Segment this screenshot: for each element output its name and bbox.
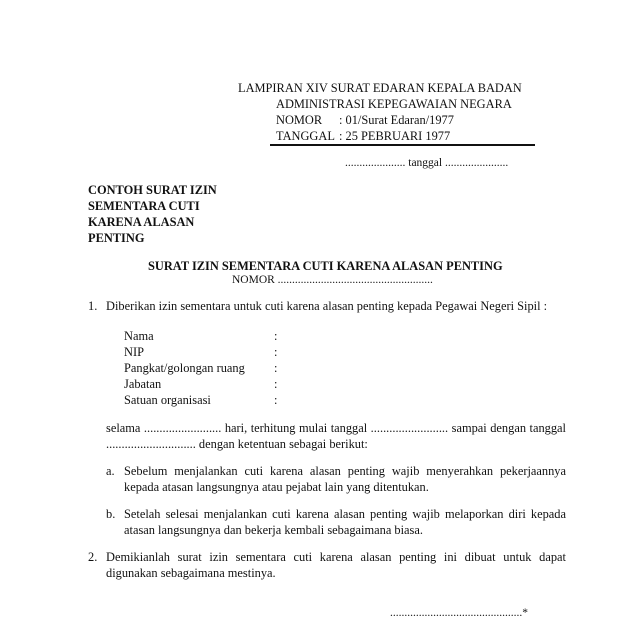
item-2-line-1: Demikianlah surat izin sementara cuti karena alasan penting ini dibuat untuk dapat	[106, 550, 566, 564]
tanggal-label: TANGGAL	[276, 129, 335, 143]
sub-a-letter: a.	[106, 464, 115, 478]
tanggal-value: : 25 PEBRUARI 1977	[339, 129, 451, 143]
letter-nomor-line: NOMOR ......................................................	[232, 274, 433, 286]
contoh-title-line-2: SEMENTARA CUTI	[88, 199, 200, 213]
field-label-satuan: Satuan organisasi	[124, 393, 211, 407]
field-colon-nip: :	[274, 345, 278, 359]
field-colon-nama: :	[274, 329, 278, 343]
item-2-line-2: digunakan sebagaimana mestinya.	[106, 566, 276, 580]
agency-line: ADMINISTRASI KEPEGAWAIAN NEGARA	[276, 97, 512, 111]
signature-line: ..............................................*	[390, 607, 528, 619]
date-line: ..................... tanggal ......................	[345, 157, 509, 169]
item-1-number: 1.	[88, 299, 98, 313]
field-label-nama: Nama	[124, 329, 154, 343]
nomor-label: NOMOR	[276, 113, 323, 127]
lampiran-line: LAMPIRAN XIV SURAT EDARAN KEPALA BADAN	[238, 81, 522, 95]
item-1-text: Diberikan izin sementara untuk cuti karena alasan penting kepada Pegawai Negeri Sipil :	[106, 299, 548, 313]
contoh-title-line-4: PENTING	[88, 231, 145, 245]
duration-line-1: selama ......................... hari, terhitung mulai tanggal ......................... sampai dengan tanggal	[106, 421, 566, 435]
sub-b-line-2: atasan langsungnya dan bekerja kembali sebagaimana biasa.	[124, 523, 423, 537]
nomor-value: : 01/Surat Edaran/1977	[339, 113, 454, 127]
contoh-title-line-1: CONTOH SURAT IZIN	[88, 183, 217, 197]
field-colon-pangkat: :	[274, 361, 278, 375]
sub-a-line-2: kepada atasan langsungnya atau pejabat lain yang ditentukan.	[124, 480, 429, 494]
field-label-jabatan: Jabatan	[124, 377, 162, 391]
field-label-pangkat: Pangkat/golongan ruang	[124, 361, 245, 375]
sub-a-line-1: Sebelum menjalankan cuti karena alasan penting wajib menyerahkan pekerjaannya	[124, 464, 566, 478]
letter-title: SURAT IZIN SEMENTARA CUTI KARENA ALASAN PENTING	[148, 259, 503, 273]
item-2-number: 2.	[88, 550, 98, 564]
field-colon-satuan: :	[274, 393, 278, 407]
field-colon-jabatan: :	[274, 377, 278, 391]
sub-b-line-1: Setelah selesai menjalankan cuti karena alasan penting wajib melaporkan diri kepada	[124, 507, 566, 521]
header-underline	[270, 144, 535, 146]
contoh-title-line-3: KARENA ALASAN	[88, 215, 195, 229]
sub-b-letter: b.	[106, 507, 116, 521]
duration-line-2: ............................. dengan ketentuan sebagai berikut:	[106, 437, 368, 451]
field-label-nip: NIP	[124, 345, 144, 359]
